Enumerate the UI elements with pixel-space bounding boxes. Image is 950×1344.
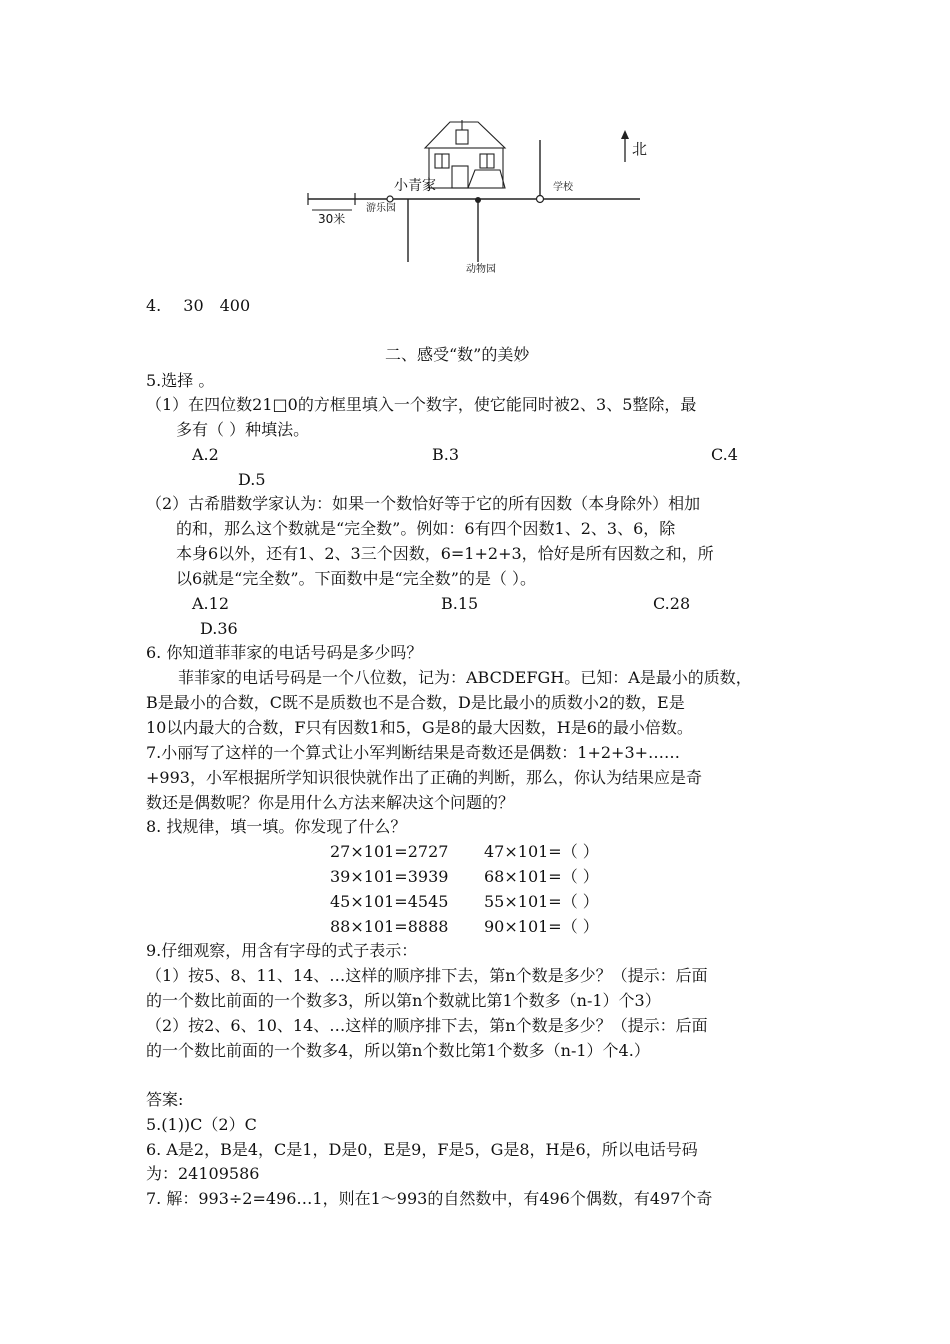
q8-row-4-given: 88×101=8888 [330,917,449,936]
home-label: 小青家 [394,178,436,194]
q5-part1-option-b: B.3 [432,445,460,464]
q8-row-1-blank: 47×101=（ ） [484,842,599,861]
q9-part1-line2: 的一个数比前面的一个数多3，所以第n个数就比第1个数多（n-1）个3） [146,991,661,1010]
zoo-label: 动物园 [466,264,496,275]
q9-part2-line2: 的一个数比前面的一个数多4，所以第n个数比第1个数多（n-1）个4.） [146,1041,650,1060]
q8-title: 8. 找规律，填一填。你发现了什么？ [146,817,407,836]
answer-6-line2: 为：24109586 [146,1164,260,1183]
q8-row-2-blank: 68×101=（ ） [484,867,599,886]
q5-part2-option-d: D.36 [200,619,238,638]
q8-row-2-given: 39×101=3939 [330,867,449,886]
q8-row-4-blank: 90×101=（ ） [484,917,599,936]
school-label: 学校 [553,182,573,193]
zoo-marker [475,197,481,203]
map-figure [300,110,660,280]
north-label: 北 [632,140,648,158]
answers-title: 答案: [146,1090,184,1109]
q5-part2-line3: 本身6以外，还有1、2、3三个因数，6=1+2+3，恰好是所有因数之和，所 [176,544,714,563]
answer-6-line1: 6. A是2，B是4，C是1，D是0，E是9，F是5，G是8，H是6，所以电话号码 [146,1140,698,1159]
q5-part2-option-b: B.15 [441,594,479,613]
park-label: 游乐园 [366,203,396,214]
q5-part2-line4: 以6就是“完全数”。下面数中是“完全数”的是（ ）。 [176,569,536,588]
section-title: 二、感受“数”的美妙 [385,345,530,364]
school-marker [537,196,544,203]
q5-part1-option-c: C.4 [711,445,738,464]
q9-part2-line1: （2）按2、6、10、14、…这样的顺序排下去，第n个数是多少？（提示：后面 [146,1016,708,1035]
q5-part2-option-a: A.12 [192,594,229,613]
q9-part1-line1: （1）按5、8、11、14、…这样的顺序排下去，第n个数是多少？（提示：后面 [146,966,708,985]
q8-row-1-given: 27×101=2727 [330,842,449,861]
q5-part2-line1: （2）古希腊数学家认为：如果一个数恰好等于它的所有因数（本身除外）相加 [146,494,701,513]
q8-row-3-given: 45×101=4545 [330,892,449,911]
q7-line3: 数还是偶数呢？你是用什么方法来解决这个问题的？ [146,793,515,812]
q5-part1-option-d: D.5 [238,470,266,489]
q8-row-3-blank: 55×101=（ ） [484,892,599,911]
q5-part1-line2: 多有（ ）种填法。 [176,420,310,439]
q9-title: 9.仔细观察，用含有字母的式子表示： [146,941,418,960]
scale-label: 30米 [318,212,346,226]
answer-7-line1: 7. 解：993÷2=496…1，则在1～993的自然数中，有496个偶数，有497个奇 [146,1189,713,1208]
q7-line1: 7.小丽写了这样的一个算式让小军判断结果是奇数还是偶数：1+2+3+…… [146,743,681,762]
house-drawing [425,120,505,188]
q5-part1-option-a: A.2 [192,445,219,464]
q6-line4: 10以内最大的合数，F只有因数1和5，G是8的最大因数，H是6的最小倍数。 [146,718,693,737]
q6-line3: B是最小的合数，C既不是质数也不是合数，D是比最小的质数小2的数，E是 [146,693,685,712]
q7-line2: +993，小军根据所学知识很快就作出了正确的判断，那么，你认为结果应是奇 [146,768,702,787]
q6-line1: 6. 你知道菲菲家的电话号码是多少吗？ [146,643,423,662]
q5-part2-option-c: C.28 [653,594,691,613]
q4-answer: 4. 30 400 [146,296,251,315]
q6-line2: 菲菲家的电话号码是一个八位数，记为：ABCDEFGH。已知：A是最小的质数， [178,668,752,687]
q5-part1-line1: （1）在四位数21□0的方框里填入一个数字，使它能同时被2、3、5整除，最 [146,395,697,414]
q5-part2-line2: 的和，那么这个数就是“完全数”。例如：6有四个因数1、2、3、6，除 [176,519,676,538]
q5-title: 5.选择 。 [146,371,215,390]
park-marker [387,196,393,202]
answer-5: 5.(1))C（2）C [146,1115,257,1134]
